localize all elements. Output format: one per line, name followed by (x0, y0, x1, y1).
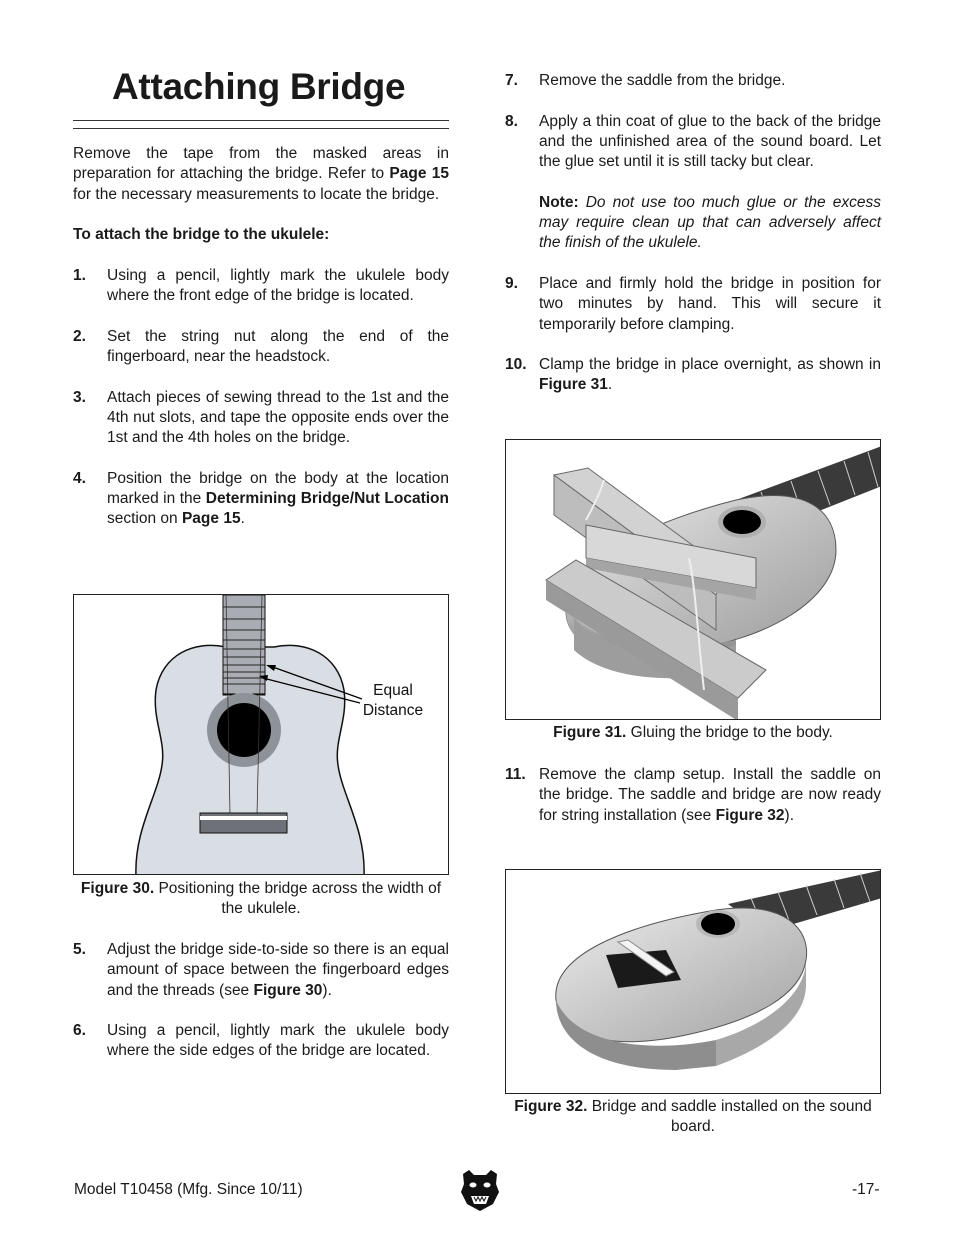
steps-list-left (73, 266, 449, 530)
subheading-text: To attach the bridge to the ukulele: (73, 226, 330, 244)
step-8 (505, 112, 881, 173)
figure-31-caption (505, 723, 881, 743)
step-1 (73, 266, 449, 307)
figure-label: Figure 31. (553, 724, 627, 741)
step-text: Using a pencil, lightly mark the ukulele body where the side edges of the bridge are located. (107, 1022, 449, 1060)
bear-head-logo-icon (457, 1166, 503, 1212)
callout-distance: Distance (362, 702, 424, 719)
step-text: ). (322, 981, 332, 999)
caption-text: Positioning the bridge across the width of the ukulele. (158, 880, 442, 918)
step-4 (73, 469, 449, 530)
right-column-middle (505, 765, 881, 826)
figure-31-photo (505, 439, 881, 720)
figure-ref: Figure 30 (253, 981, 323, 999)
steps-list-right (505, 71, 881, 396)
note-label: Note: (539, 193, 579, 211)
steps-list-left-bottom (73, 940, 449, 1062)
note-text: Do not use too much glue or the excess may require clean up that can adversely affect the finish of the ukulele. (539, 193, 881, 252)
page-ref: Page 15 (181, 510, 241, 528)
step-number: 8. (505, 112, 518, 130)
step-text: Clamp the bridge in place overnight, as shown in (539, 356, 881, 374)
title-rule-top (73, 120, 449, 121)
ukulele-diagram (74, 595, 449, 875)
figure-ref: Figure 31 (539, 376, 608, 394)
figure-30-image (73, 594, 449, 875)
section-ref: Determining Bridge/Nut Location (205, 490, 449, 508)
footer-model: Model T10458 (Mfg. Since 10/11) (74, 1181, 303, 1198)
step-text: Place and firmly hold the bridge in position for two minutes by hand. This will secure it temporarily before clamping. (539, 274, 881, 333)
note-block (505, 193, 881, 254)
step-number: 7. (505, 72, 518, 89)
step-7 (505, 71, 881, 91)
callout-equal: Equal (373, 682, 413, 699)
step-text: . (240, 510, 245, 528)
title-rule-bottom (73, 128, 449, 129)
step-number: 1. (73, 266, 86, 284)
intro-text-1: Remove the tape from the masked areas in preparation for attaching the bridge. Refer to (73, 145, 449, 183)
step-9 (505, 274, 881, 335)
step-number: 6. (73, 1022, 86, 1040)
step-10 (505, 355, 881, 396)
caption-text: Bridge and saddle installed on the sound board. (591, 1098, 872, 1136)
right-column-top (505, 71, 881, 396)
figure-32-caption (505, 1097, 881, 1138)
steps-list-right-bottom (505, 765, 881, 826)
intro-page-ref: Page 15 (389, 165, 449, 183)
intro-paragraph (73, 144, 449, 205)
step-5 (73, 940, 449, 1001)
step-number: 9. (505, 274, 518, 292)
step-text: section on (107, 510, 182, 528)
step-text: Adjust the bridge side-to-side so there is an equal amount of space between the fingerboard edges and the threads (see (107, 941, 449, 999)
figure-label: Figure 32. (514, 1098, 588, 1115)
step-text: Attach pieces of sewing thread to the 1st and the 4th nut slots, and tape the opposite ends over the 1st and the 4th holes on the bridge. (107, 388, 449, 447)
step-6 (73, 1021, 449, 1062)
step-text: Apply a thin coat of glue to the back of the bridge and the unfinished area of the sound board. Let the glue set until it is still tacky but clear. (539, 112, 881, 171)
step-text: ). (784, 806, 794, 824)
step-text: Remove the clamp setup. Install the saddle on the bridge. The saddle and bridge are now ready for string installation (see (539, 766, 881, 824)
step-number: 2. (73, 327, 86, 345)
step-2 (73, 327, 449, 368)
figure-32-photo (505, 869, 881, 1094)
figure-ref: Figure 32 (715, 806, 785, 824)
step-11 (505, 765, 881, 826)
step-3 (73, 388, 449, 449)
step-text: Set the string nut along the end of the fingerboard, near the headstock. (107, 327, 449, 365)
clamped-ukulele-illustration (506, 440, 881, 720)
left-column-bottom (73, 940, 449, 1062)
figure-label: Figure 30. (80, 880, 155, 897)
step-text: . (607, 376, 613, 394)
left-column-top (73, 144, 449, 530)
step-number: 4. (73, 469, 86, 487)
step-number: 11. (505, 766, 526, 783)
footer-page-number: -17- (852, 1181, 880, 1198)
step-number: 3. (73, 388, 86, 406)
procedure-subheading (73, 225, 449, 245)
step-text: Using a pencil, lightly mark the ukulele body where the front edge of the bridge is located. (107, 266, 449, 305)
figure-30-caption (73, 879, 449, 920)
step-text: Position the bridge on the body at the location marked in the (107, 469, 449, 508)
step-number: 10. (505, 356, 527, 374)
intro-text-2: for the necessary measurements to locate the bridge. (73, 185, 440, 203)
caption-text: Gluing the bridge to the body. (630, 724, 833, 741)
page-title: Attaching Bridge (112, 66, 406, 107)
step-number: 5. (73, 941, 86, 958)
step-text: Remove the saddle from the bridge. (539, 72, 786, 89)
finished-ukulele-illustration (506, 870, 881, 1094)
